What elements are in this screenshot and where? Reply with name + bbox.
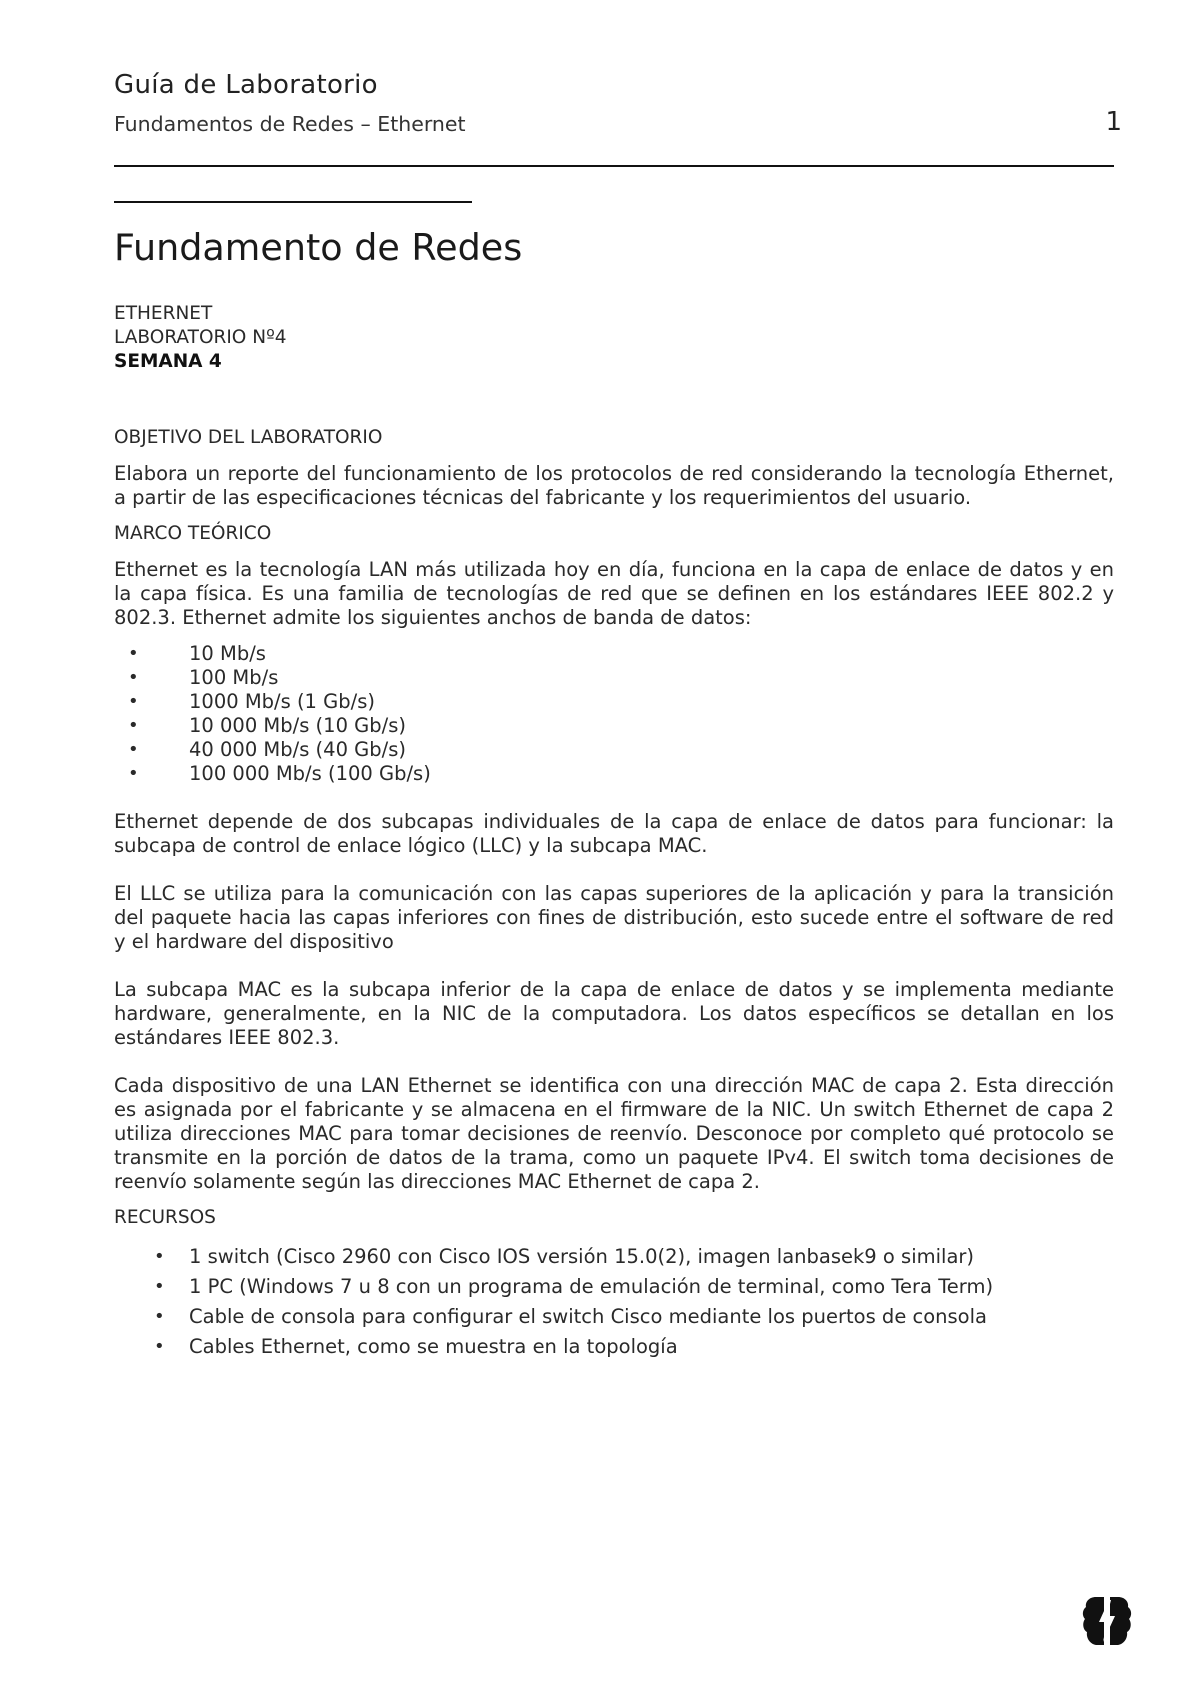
list-item: • 100 Mb/s — [128, 666, 279, 689]
list-item: • 100 000 Mb/s (100 Gb/s) — [128, 762, 431, 785]
list-item: • 1000 Mb/s (1 Gb/s) — [128, 690, 375, 713]
list-item: • 40 000 Mb/s (40 Gb/s) — [128, 738, 407, 761]
bullet-icon: • — [154, 1336, 165, 1357]
list-item: • Cables Ethernet, como se muestra en la topología — [114, 1332, 1114, 1362]
bullet-icon: • — [128, 643, 139, 664]
section-heading-recursos: RECURSOS — [114, 1207, 216, 1228]
list-item: • 10 Mb/s — [128, 642, 266, 665]
bullet-icon: • — [128, 691, 139, 712]
brain-lightning-logo-icon — [1082, 1594, 1132, 1648]
meta-lab-number: LABORATORIO Nº4 — [114, 327, 287, 348]
list-item: • 1 PC (Windows 7 u 8 con un programa de emulación de terminal, como Tera Term) — [114, 1272, 1114, 1302]
bullet-icon: • — [154, 1276, 165, 1297]
document-body — [114, 426, 1114, 1362]
bandwidth-list — [114, 642, 1114, 786]
objetivo-paragraph: Elabora un reporte del funcionamiento de los protocolos de red considerando la tecnología Ethernet, a partir de las especificaciones técnicas del fabricante y los requerimientos del usuario. — [114, 462, 1114, 509]
header-divider-short — [114, 201, 472, 203]
meta-topic: ETHERNET — [114, 303, 213, 324]
bullet-icon: • — [128, 667, 139, 688]
resources-list — [114, 1242, 1114, 1362]
page-number: 1 — [1105, 107, 1122, 137]
section-heading-marco: MARCO TEÓRICO — [114, 523, 272, 544]
list-item: • 1 switch (Cisco 2960 con Cisco IOS versión 15.0(2), imagen lanbasek9 o similar) — [114, 1242, 1114, 1272]
section-heading-objetivo: OBJETIVO DEL LABORATORIO — [114, 427, 383, 448]
list-item: • 10 000 Mb/s (10 Gb/s) — [128, 714, 407, 737]
mac-address-paragraph: Cada dispositivo de una LAN Ethernet se identifica con una dirección MAC de capa 2. Esta dirección es asignada por el fabricante y se almacena en el firmware de la NIC. Un switch Ethernet de capa 2 utiliza direcciones MAC para tomar decisiones de reenvío. Desconoce por completo qué protocolo se transmite en la porción de datos de la trama, como un paquete IPv4. El switch toma decisiones de reenvío solamente según las direcciones MAC Ethernet de capa 2. — [114, 1074, 1114, 1193]
sublayers-paragraph: Ethernet depende de dos subcapas individuales de la capa de enlace de datos para funcionar: la subcapa de control de enlace lógico (LLC) y la subcapa MAC. — [114, 810, 1114, 857]
meta-week: SEMANA 4 — [114, 351, 222, 372]
header-subtitle: Fundamentos de Redes – Ethernet — [114, 112, 466, 136]
bullet-icon: • — [128, 739, 139, 760]
mac-paragraph: La subcapa MAC es la subcapa inferior de la capa de enlace de datos y se implementa mediante hardware, generalmente, en la NIC de la computadora. Los datos específicos se detallan en los estándares IEEE 802.3. — [114, 978, 1114, 1049]
lab-meta — [114, 302, 287, 374]
marco-intro-paragraph: Ethernet es la tecnología LAN más utilizada hoy en día, funciona en la capa de enlace de datos y en la capa física. Es una familia de tecnologías de red que se definen en los estándares IEEE 802.2 y 802.3. Ethernet admite los siguientes anchos de banda de datos: — [114, 558, 1114, 629]
header-divider — [114, 165, 1114, 167]
header-title: Guía de Laboratorio — [114, 70, 378, 100]
list-item: • Cable de consola para configurar el switch Cisco mediante los puertos de consola — [114, 1302, 1114, 1332]
bullet-icon: • — [128, 715, 139, 736]
bullet-icon: • — [128, 763, 139, 784]
bullet-icon: • — [154, 1306, 165, 1327]
llc-paragraph: El LLC se utiliza para la comunicación con las capas superiores de la aplicación y para la transición del paquete hacia las capas inferiores con fines de distribución, esto sucede entre el software de red y el hardware del dispositivo — [114, 882, 1114, 953]
bullet-icon: • — [154, 1246, 165, 1267]
document-title: Fundamento de Redes — [114, 226, 523, 269]
